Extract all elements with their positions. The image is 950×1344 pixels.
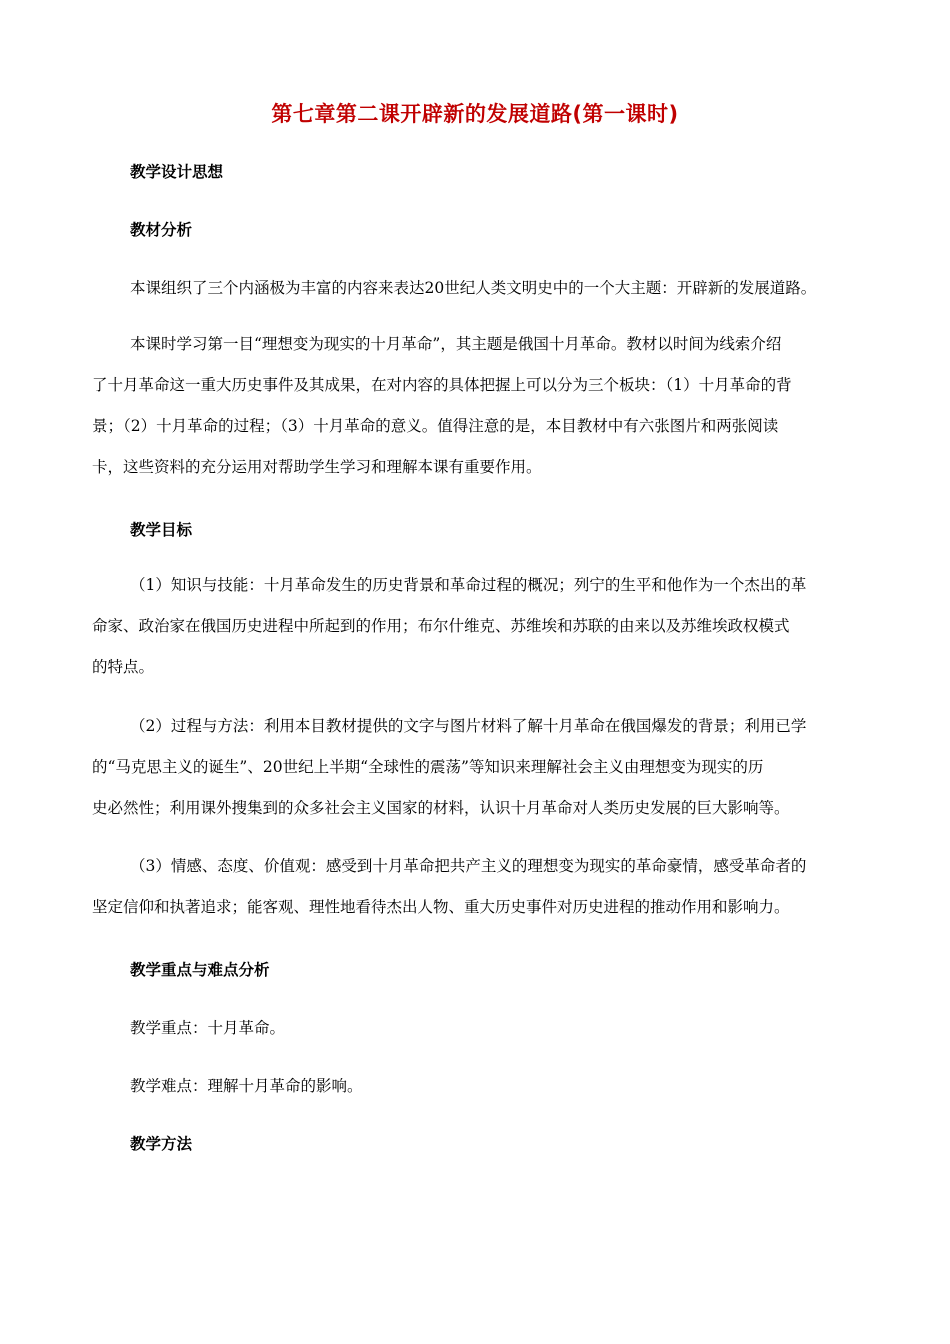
section-heading-key-points: 教学重点与难点分析: [130, 961, 270, 979]
paragraph-line: （1）知识与技能：十月革命发生的历史背景和革命过程的概况；列宁的生平和他作为一个杰出的革: [130, 576, 807, 594]
key-point-text: 教学重点：十月革命。: [130, 1019, 286, 1037]
paragraph-objective-2: [92, 706, 872, 829]
section-heading-material-analysis: 教材分析: [130, 221, 193, 239]
paragraph-line: 景；（2）十月革命的过程；（3）十月革命的意义。值得注意的是，本目教材中有六张图片和两张阅读: [92, 417, 779, 435]
paragraph-lesson: [92, 324, 872, 488]
section-heading-design-idea: 教学设计思想: [130, 163, 224, 181]
document-title: 第七章第二课开辟新的发展道路(第一课时): [271, 102, 679, 126]
paragraph-line: 的“马克思主义的诞生”、20世纪上半期“全球性的震荡”等知识来理解社会主义由理想变为现实的历: [92, 758, 764, 776]
paragraph-line: 了十月革命这一重大历史事件及其成果，在对内容的具体把握上可以分为三个板块：（1）十月革命的背: [92, 376, 792, 394]
paragraph-line: （3）情感、态度、价值观：感受到十月革命把共产主义的理想变为现实的革命豪情，感受革命者的: [130, 857, 807, 875]
difficult-point-text: 教学难点：理解十月革命的影响。: [130, 1077, 363, 1095]
paragraph-line: 本课时学习第一目“理想变为现实的十月革命”，其主题是俄国十月革命。教材以时间为线索介绍: [130, 335, 782, 353]
paragraph-line: 史必然性；利用课外搜集到的众多社会主义国家的材料，认识十月革命对人类历史发展的巨大影响等。: [92, 799, 790, 817]
paragraph-line: 卡，这些资料的充分运用对帮助学生学习和理解本课有重要作用。: [92, 458, 542, 476]
paragraph-line: 的特点。: [92, 658, 155, 676]
paragraph-line: （2）过程与方法：利用本目教材提供的文字与图片材料了解十月革命在俄国爆发的背景；利用已学: [130, 717, 807, 735]
paragraph-intro: 本课组织了三个内涵极为丰富的内容来表达20世纪人类文明史中的一个大主题：开辟新的发展道路。: [130, 279, 817, 297]
section-heading-method: 教学方法: [130, 1135, 193, 1153]
paragraph-objective-1: [92, 565, 872, 688]
paragraph-line: 命家、政治家在俄国历史进程中所起到的作用；布尔什维克、苏维埃和苏联的由来以及苏维埃政权模式: [92, 617, 790, 635]
paragraph-objective-3: [92, 846, 872, 928]
section-heading-objectives: 教学目标: [130, 521, 193, 539]
paragraph-line: 坚定信仰和执著追求；能客观、理性地看待杰出人物、重大历史事件对历史进程的推动作用和影响力。: [92, 898, 790, 916]
